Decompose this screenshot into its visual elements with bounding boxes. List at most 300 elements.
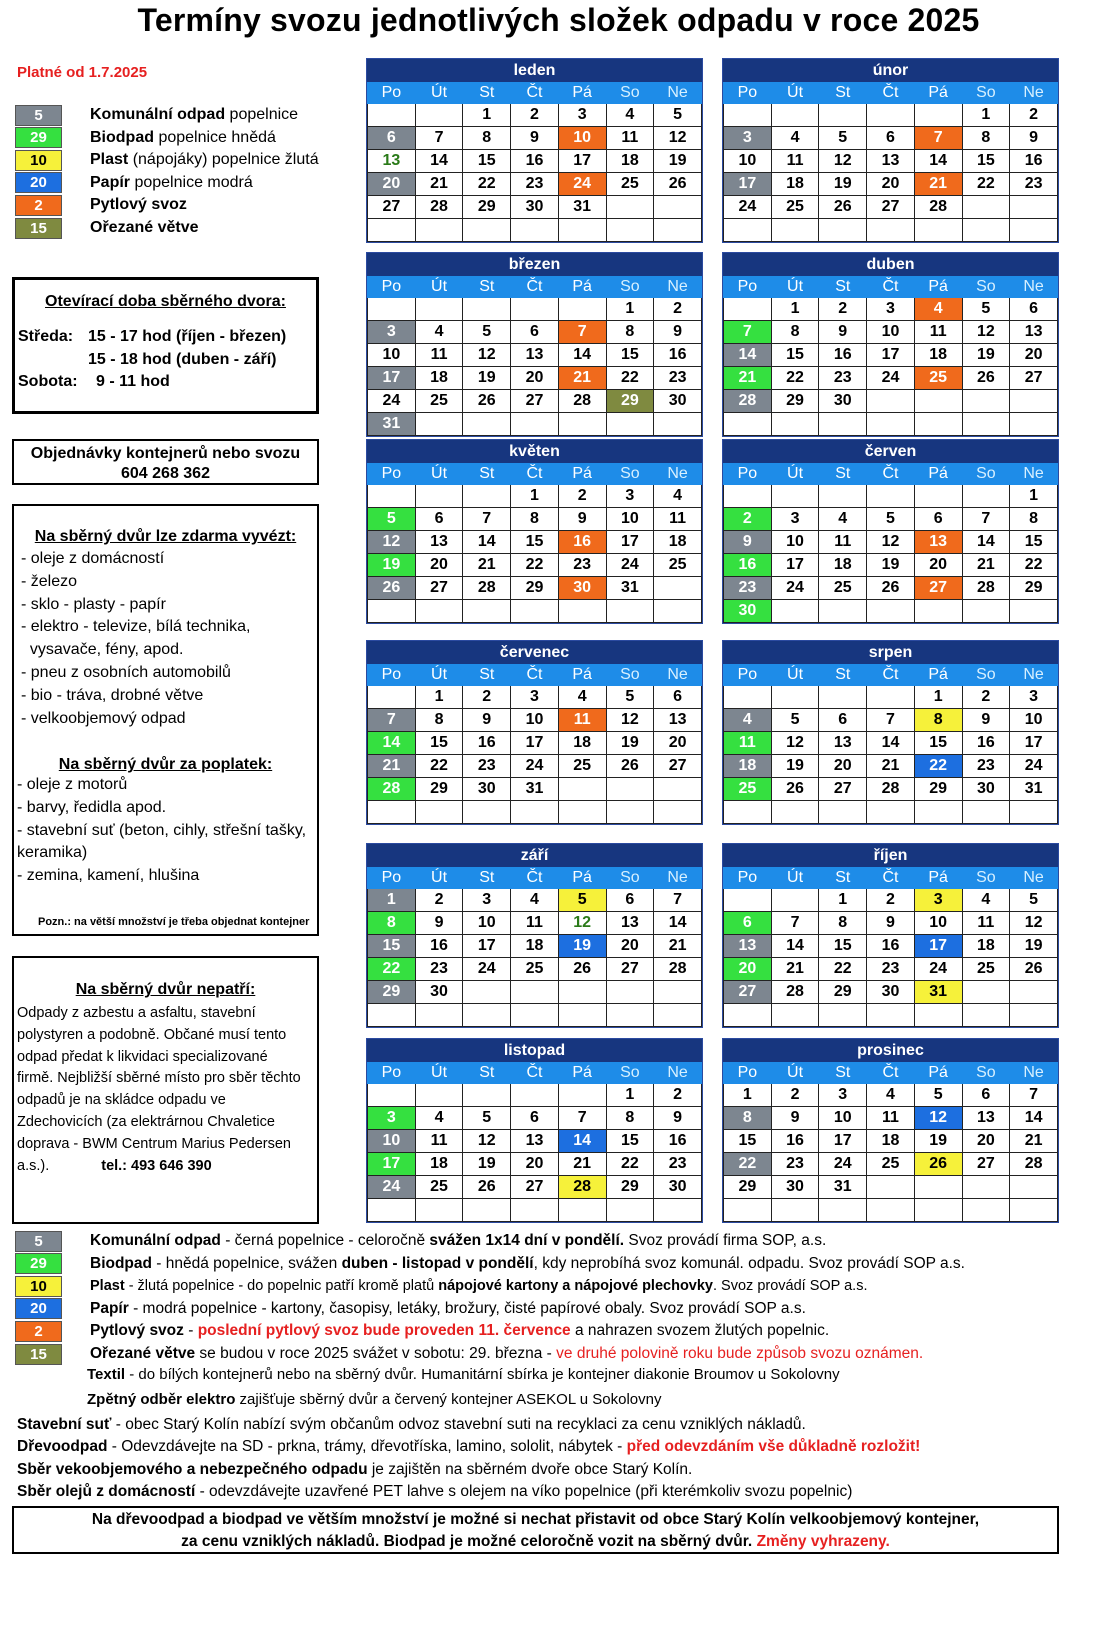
day-cell: 29 [415,778,463,801]
day-cell: 27 [654,755,702,778]
day-cell: 21 [558,1153,606,1176]
day-cell: 26 [1010,958,1058,981]
day-cell: 23 [415,958,463,981]
month-name: únor [724,60,1058,82]
day-cell [654,801,702,824]
day-cell: 10 [558,127,606,150]
day-cell [415,298,463,321]
day-cell: 26 [606,755,654,778]
day-cell: 25 [415,390,463,413]
page-title: Termíny svozu jednotlivých složek odpadu v roce 2025 [137,2,980,38]
day-cell: 9 [771,1107,819,1130]
weekday-header: Út [771,867,819,889]
day-cell: 27 [511,390,559,413]
day-cell: 20 [1010,344,1058,367]
day-cell: 22 [606,367,654,390]
day-cell [1010,981,1058,1004]
weekday-header: Pá [914,664,962,686]
day-cell: 9 [962,709,1010,732]
day-cell: 20 [368,173,416,196]
day-cell: 18 [415,367,463,390]
day-cell: 23 [511,173,559,196]
day-cell: 8 [463,127,511,150]
day-cell: 11 [511,912,559,935]
day-cell: 3 [558,104,606,127]
day-cell [511,600,559,623]
day-cell [463,600,511,623]
day-cell [415,600,463,623]
day-cell: 1 [368,889,416,912]
day-cell: 1 [962,104,1010,127]
weekday-header: So [606,82,654,104]
day-cell: 10 [463,912,511,935]
day-cell: 6 [867,127,915,150]
day-cell: 18 [511,935,559,958]
day-cell: 21 [771,958,819,981]
day-cell: 23 [724,577,772,600]
day-cell: 25 [558,755,606,778]
list-item: vysavače, fény, apod. [21,641,184,659]
day-cell [724,104,772,127]
calendar-month [722,640,1059,825]
day-cell [1010,219,1058,242]
not-allowed-text [14,1003,317,1156]
day-cell [558,1084,606,1107]
calendar-month [722,439,1059,624]
day-cell [867,801,915,824]
day-cell [819,413,867,436]
day-cell: 30 [654,1176,702,1199]
day-cell [511,1199,559,1222]
weekday-header: Út [415,82,463,104]
day-cell: 30 [511,196,559,219]
not-allowed-title: Na sběrný dvůr nepatří: [75,981,256,998]
day-cell [606,1199,654,1222]
weekday-header: Pá [558,1062,606,1084]
day-cell: 8 [415,709,463,732]
day-cell: 17 [771,554,819,577]
day-cell: 29 [724,1176,772,1199]
day-cell [914,801,962,824]
day-cell: 26 [654,173,702,196]
day-cell [962,600,1010,623]
day-cell: 17 [463,935,511,958]
day-cell: 12 [771,732,819,755]
legend-label [90,196,187,214]
day-cell: 19 [1010,935,1058,958]
list-item: - pneu z osobních automobilů [21,663,231,681]
day-cell: 28 [654,958,702,981]
day-cell [606,778,654,801]
weekday-header: Čt [511,867,559,889]
day-cell [368,298,416,321]
legend-swatch: 5 [15,1231,62,1252]
day-cell: 3 [1010,686,1058,709]
day-cell [511,413,559,436]
day-cell [606,219,654,242]
weekday-header: So [606,1062,654,1084]
day-cell: 9 [463,709,511,732]
list-item: - elektro - televize, bílá technika, [21,618,251,636]
day-cell: 16 [819,344,867,367]
legend-bottom-row [15,1275,867,1297]
day-cell: 19 [914,1130,962,1153]
weekday-header: Pá [558,867,606,889]
day-cell: 16 [415,935,463,958]
day-cell [819,219,867,242]
not-allowed-phone: tel.: 493 646 390 [101,1157,212,1174]
day-cell [511,1084,559,1107]
day-cell: 25 [771,196,819,219]
day-cell [368,219,416,242]
day-cell: 20 [914,554,962,577]
day-cell [914,1199,962,1222]
day-cell: 25 [914,367,962,390]
day-cell [819,600,867,623]
day-cell: 29 [606,1176,654,1199]
weekday-header: St [463,276,511,298]
list-item: odpad předat k likvidaci specializované [17,1048,268,1065]
day-cell: 16 [867,935,915,958]
electro-note: Zpětný odběr elektro zajišťuje sběrný dvůr a červený kontejner ASEKOL u Sokolovny [87,1391,662,1408]
day-cell: 11 [558,709,606,732]
day-cell: 30 [867,981,915,1004]
day-cell: 28 [724,390,772,413]
day-cell: 7 [654,889,702,912]
day-cell [1010,801,1058,824]
list-item: - oleje z domácností [21,550,165,567]
day-cell: 17 [867,344,915,367]
day-cell [654,577,702,600]
day-cell [867,1199,915,1222]
list-item: - železo [21,572,78,590]
day-cell: 5 [819,127,867,150]
day-cell [368,485,416,508]
day-cell: 27 [914,577,962,600]
free-disposal-title: Na sběrný dvůr lze zdarma vyvézt: [34,528,297,545]
legend-top-row [15,127,276,149]
day-cell: 1 [771,298,819,321]
day-cell: 27 [962,1153,1010,1176]
legend-swatch: 15 [15,1344,62,1365]
day-cell [463,485,511,508]
weekday-header: Po [724,867,772,889]
day-cell [606,801,654,824]
day-cell: 26 [463,390,511,413]
day-cell [558,778,606,801]
legend-top-row [15,149,319,171]
day-cell [724,801,772,824]
day-cell: 1 [415,686,463,709]
day-cell: 13 [819,732,867,755]
final-notice-line2 [14,1531,1057,1553]
weekday-header: Čt [511,1062,559,1084]
legend-top-row [15,172,253,194]
day-cell: 15 [771,344,819,367]
day-cell: 24 [368,1176,416,1199]
day-cell [771,600,819,623]
day-cell: 7 [867,709,915,732]
day-cell [511,801,559,824]
day-cell: 6 [415,508,463,531]
day-cell: 26 [463,1176,511,1199]
weekday-header: Ne [1010,1062,1058,1084]
day-cell [819,686,867,709]
month-name: prosinec [724,1040,1058,1062]
day-cell: 15 [1010,531,1058,554]
day-cell: 17 [606,531,654,554]
day-cell [654,196,702,219]
day-cell: 21 [368,755,416,778]
list-item: - bio - tráva, drobné větve [21,686,204,704]
day-cell [463,801,511,824]
day-cell: 18 [819,554,867,577]
day-cell: 4 [654,485,702,508]
weekday-header: Pá [558,276,606,298]
day-cell: 22 [771,367,819,390]
day-cell: 10 [368,1130,416,1153]
day-cell [368,801,416,824]
weekday-header: Čt [867,82,915,104]
day-cell: 19 [463,1153,511,1176]
day-cell: 13 [368,150,416,173]
day-cell [867,686,915,709]
day-cell: 23 [962,755,1010,778]
month-name: září [368,845,702,867]
weekday-header: Ne [654,867,702,889]
day-cell: 25 [511,958,559,981]
day-cell: 25 [819,577,867,600]
weekday-header: Út [771,82,819,104]
legend-swatch: 15 [15,218,62,239]
weekday-header: Út [771,276,819,298]
day-cell: 13 [511,344,559,367]
day-cell: 4 [914,298,962,321]
day-cell: 30 [724,600,772,623]
opening-sat-label: Sobota: [18,373,78,390]
weekday-header: Po [368,1062,416,1084]
day-cell: 23 [463,755,511,778]
day-cell: 4 [415,1107,463,1130]
day-cell: 27 [511,1176,559,1199]
day-cell: 21 [914,173,962,196]
month-name: říjen [724,845,1058,867]
day-cell [1010,413,1058,436]
textile-note: Textil - do bílých kontejnerů nebo na sběrný dvůr. Humanitární sbírka je kontejner diakonie Broumov u Sokolovny [87,1366,840,1383]
day-cell: 14 [654,912,702,935]
weekday-header: So [962,867,1010,889]
day-cell: 10 [724,150,772,173]
day-cell [463,1084,511,1107]
day-cell [511,1004,559,1027]
day-cell [463,981,511,1004]
day-cell: 16 [463,732,511,755]
weekday-header: Ne [1010,82,1058,104]
day-cell [558,413,606,436]
weekday-header: Pá [558,82,606,104]
day-cell: 12 [914,1107,962,1130]
day-cell [771,801,819,824]
day-cell: 3 [463,889,511,912]
opening-wed-summer: 15 - 18 hod (duben - září) [88,351,277,368]
day-cell: 5 [867,508,915,531]
day-cell: 9 [867,912,915,935]
list-item: odpadů je na skládce odpadu ve [17,1092,226,1109]
day-cell: 28 [463,577,511,600]
weekday-header: Po [724,664,772,686]
legend-label [90,129,276,147]
day-cell: 25 [724,778,772,801]
day-cell: 26 [867,577,915,600]
weekday-header: Ne [654,82,702,104]
day-cell [415,485,463,508]
weekday-header: So [606,276,654,298]
opening-wed-winter: 15 - 17 hod (říjen - březen) [88,328,287,345]
day-cell [1010,600,1058,623]
paid-disposal-title: Na sběrný dvůr za poplatek: [58,756,273,774]
day-cell [558,1004,606,1027]
day-cell [962,981,1010,1004]
day-cell [819,485,867,508]
day-cell: 9 [558,508,606,531]
day-cell: 27 [415,577,463,600]
day-cell: 1 [463,104,511,127]
day-cell: 7 [558,1107,606,1130]
day-cell: 29 [771,390,819,413]
day-cell: 18 [415,1153,463,1176]
final-notice-text: za cenu vzniklých nákladů. Biodpad je možné celoročně vozit na sběrný dvůr. [181,1533,753,1550]
day-cell: 24 [558,173,606,196]
day-cell: 19 [962,344,1010,367]
legend-label [90,151,319,169]
day-cell: 3 [511,686,559,709]
day-cell: 12 [368,531,416,554]
day-cell [867,1004,915,1027]
legend-label-rest: popelnice [225,106,299,123]
day-cell: 8 [606,1107,654,1130]
day-cell: 15 [606,1130,654,1153]
day-cell: 29 [511,577,559,600]
legend-description: Papír - modrá popelnice - kartony, časopisy, letáky, brožury, čisté papírové obaly. Svoz provádí SOP a.s. [90,1299,806,1317]
day-cell [415,1199,463,1222]
day-cell: 19 [771,755,819,778]
day-cell: 10 [606,508,654,531]
day-cell [962,1004,1010,1027]
day-cell: 14 [771,935,819,958]
weekday-header: St [463,664,511,686]
day-cell: 25 [415,1176,463,1199]
day-cell: 4 [771,127,819,150]
day-cell [914,390,962,413]
day-cell: 11 [724,732,772,755]
legend-label-bold: Papír [90,173,131,191]
month-name: srpen [724,642,1058,664]
day-cell: 6 [914,508,962,531]
day-cell: 7 [962,508,1010,531]
day-cell [415,104,463,127]
day-cell: 2 [724,508,772,531]
day-cell: 24 [771,577,819,600]
legend-bottom-row [15,1343,923,1365]
day-cell: 23 [654,1153,702,1176]
day-cell [771,219,819,242]
day-cell: 10 [819,1107,867,1130]
calendar-month [366,1038,703,1223]
day-cell: 1 [606,298,654,321]
day-cell: 12 [606,709,654,732]
final-notice-changes: Změny vyhrazeny. [756,1533,890,1550]
day-cell: 10 [511,709,559,732]
weekday-header: Ne [654,463,702,485]
day-cell: 3 [368,1107,416,1130]
day-cell: 13 [511,1130,559,1153]
day-cell [558,600,606,623]
day-cell: 15 [511,531,559,554]
day-cell [415,1084,463,1107]
day-cell: 16 [771,1130,819,1153]
day-cell [724,219,772,242]
day-cell [771,889,819,912]
weekday-header: Pá [914,463,962,485]
calendar-month [722,843,1059,1028]
day-cell: 11 [962,912,1010,935]
day-cell: 30 [463,778,511,801]
day-cell [606,981,654,1004]
day-cell [867,485,915,508]
day-cell: 13 [1010,321,1058,344]
day-cell: 1 [511,485,559,508]
legend-label-rest: (nápojáky) popelnice žlutá [128,151,319,169]
weekday-header: So [962,276,1010,298]
day-cell: 9 [654,1107,702,1130]
day-cell: 22 [1010,554,1058,577]
day-cell: 11 [819,531,867,554]
day-cell: 30 [819,390,867,413]
day-cell: 22 [819,958,867,981]
opening-hours-box [12,277,319,414]
day-cell: 22 [914,755,962,778]
not-allowed-box [12,956,319,1224]
weekday-header: So [606,463,654,485]
day-cell: 21 [463,554,511,577]
weekday-header: So [606,664,654,686]
day-cell [724,413,772,436]
day-cell: 18 [867,1130,915,1153]
free-disposal-note: Pozn.: na větší množství je třeba objednat kontejner [38,916,310,928]
day-cell: 3 [606,485,654,508]
day-cell: 5 [606,686,654,709]
month-name: červenec [368,642,702,664]
weekday-header: St [463,867,511,889]
weekday-header: Po [724,1062,772,1084]
weekday-header: Po [724,463,772,485]
day-cell: 20 [819,755,867,778]
day-cell: 16 [724,554,772,577]
day-cell: 14 [1010,1107,1058,1130]
weekday-header: St [463,1062,511,1084]
day-cell: 9 [511,127,559,150]
day-cell [819,1004,867,1027]
day-cell: 24 [1010,755,1058,778]
opening-wed-label: Středa: [18,328,74,345]
weekday-header: So [962,463,1010,485]
weekday-header: So [962,664,1010,686]
legend-swatch: 20 [15,1298,62,1319]
calendar-month [366,439,703,624]
day-cell [368,600,416,623]
day-cell [654,600,702,623]
day-cell: 28 [914,196,962,219]
